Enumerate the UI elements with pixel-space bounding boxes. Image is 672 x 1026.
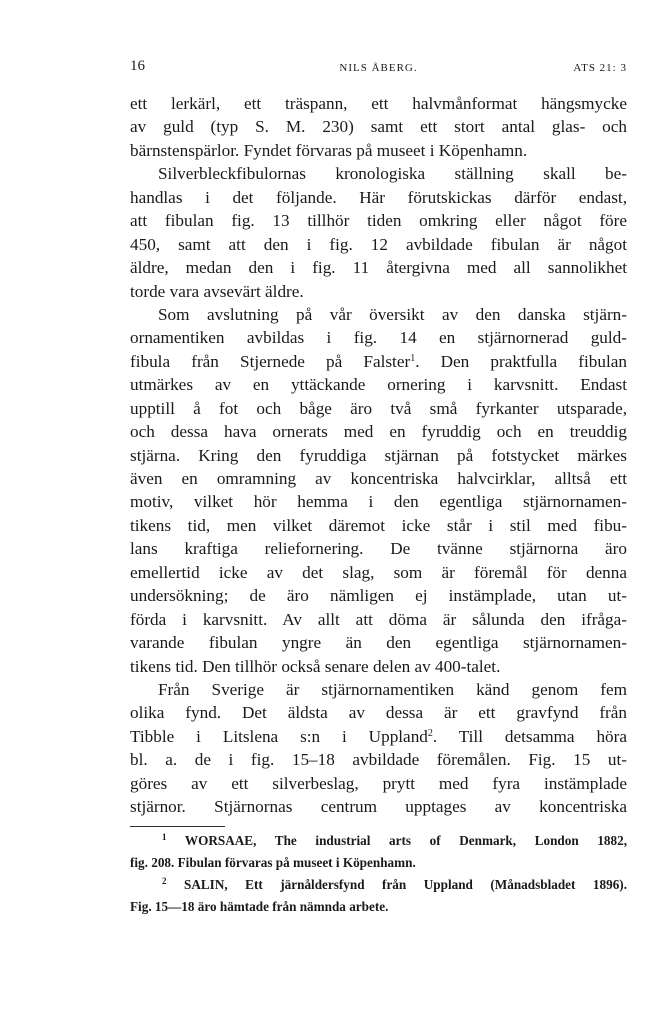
line-text: handlas i det följande. Här förutskickas därför endast, <box>130 187 627 207</box>
line-text: Silverbleckfibulornas kronologiska ställning skall be- <box>158 164 627 184</box>
text-line <box>130 280 627 303</box>
line-text: ett lerkärl, ett träspann, ett halvmånformat hängsmycke <box>130 94 627 113</box>
text-line <box>130 256 627 279</box>
text-line <box>130 326 627 349</box>
text-line <box>130 772 627 795</box>
text-line <box>130 561 627 584</box>
line-text: att fibulan fig. 13 tillhör tiden omkring eller något före <box>130 211 627 231</box>
text-line <box>130 139 627 162</box>
text-line <box>130 467 627 490</box>
line-text: göres av ett silverbeslag, prytt med fyra instämplade <box>130 773 627 793</box>
line-text: utmärkes av en yttäckande ornering i karvsnitt. Endast <box>130 375 627 395</box>
text-line <box>130 162 627 185</box>
line-text: olika fynd. Det äldsta av dessa är ett gravfynd från <box>130 703 627 723</box>
text-line <box>130 186 627 209</box>
body-text <box>130 92 627 819</box>
footnote-line <box>130 896 627 918</box>
page-number: 16 <box>130 58 145 74</box>
line-text: tikens tid. Den tillhör också senare delen av 400-talet. <box>130 656 501 676</box>
text-line <box>130 373 627 396</box>
text-line <box>130 795 627 818</box>
line-text: äldre, medan den i fig. 11 återgivna med all sannolikhet <box>130 258 627 278</box>
line-text: fig. 208. Fibulan förvaras på museet i Köpenhamn. <box>130 855 416 870</box>
line-text: Som avslutning på vår översikt av den danska stjärn- <box>158 304 627 324</box>
line-text: varande fibulan yngre än den egentliga stjärnornamen- <box>130 633 627 653</box>
footnote-line <box>130 874 627 896</box>
line-text: ornamentiken avbildas i fig. 14 en stjärnornerad guld- <box>130 328 627 348</box>
line-text: 450, samt att den i fig. 12 avbildade fibulan är något <box>130 234 627 254</box>
text-line <box>130 701 627 724</box>
line-text: motiv, vilket hör hemma i den egentliga stjärnornamen- <box>130 492 627 512</box>
line-text: SALIN, Ett järnåldersfynd från Uppland (Månadsbladet 1896). <box>184 877 627 892</box>
line-text: Från Sverige är stjärnornamentiken känd genom fem <box>158 679 627 699</box>
text-line <box>130 303 627 326</box>
line-text: förda i karvsnitt. Av allt att döma är sålunda den ifråga- <box>130 609 627 629</box>
text-line <box>130 584 627 607</box>
line-text: torde vara avsevärt äldre. <box>130 281 304 301</box>
footnote-reference: 1 <box>410 352 416 364</box>
running-header <box>130 58 627 78</box>
text-line <box>130 233 627 256</box>
line-text: Fig. 15—18 äro hämtade från nämnda arbete. <box>130 899 389 914</box>
footnotes <box>130 830 627 918</box>
footnote-line <box>130 830 627 852</box>
footnote-line <box>130 852 627 874</box>
text-line <box>130 397 627 420</box>
text-line <box>130 608 627 631</box>
text-line <box>130 490 627 513</box>
line-text: lans kraftiga reliefornering. De tvänne stjärnorna äro <box>130 539 627 559</box>
line-text: av guld (typ S. M. 230) samt ett stort antal glas- och <box>130 117 627 137</box>
running-author: NILS ÅBERG. <box>339 62 418 74</box>
text-line <box>130 537 627 560</box>
line-text: tikens tid, men vilket däremot icke står i stil med fibu- <box>130 515 627 535</box>
line-text-continued: . Den praktfulla fibulan <box>415 351 627 371</box>
text-line <box>130 725 627 748</box>
text-line <box>130 115 627 138</box>
line-text-continued: . Till detsamma höra <box>432 726 627 746</box>
series-label: ATS 21: 3 <box>573 62 627 74</box>
line-text: undersökning; de äro nämligen ej instämplade, utan ut- <box>130 586 627 606</box>
text-line <box>130 514 627 537</box>
text-line <box>130 350 627 373</box>
footnote-rule <box>130 826 225 827</box>
text-line <box>130 748 627 771</box>
text-line <box>130 444 627 467</box>
line-text: fibula från Stjernede på Falster <box>130 351 411 371</box>
text-line <box>130 655 627 678</box>
footnote-reference: 2 <box>427 727 433 739</box>
line-text: emellertid icke av det slag, som är föremål för denna <box>130 562 627 582</box>
line-text: stjärnor. Stjärnornas centrum upptages av koncentriska <box>130 797 627 817</box>
line-text: Tibble i Litslena s:n i Uppland <box>130 726 428 746</box>
line-text: även en omramning av koncentriska halvcirklar, alltså ett <box>130 469 627 488</box>
footnote-marker: 2 <box>162 876 167 886</box>
text-line <box>130 209 627 232</box>
line-text: bl. a. de i fig. 15–18 avbildade föremålen. Fig. 15 ut- <box>130 750 627 770</box>
line-text: upptill å fot och båge äro två små fyrkanter utsparade, <box>130 398 627 418</box>
line-text: stjärna. Kring den fyruddiga stjärnan på fotstycket märkes <box>130 445 627 465</box>
text-line <box>130 631 627 654</box>
line-text: WORSAAE, The industrial arts of Denmark, London 1882, <box>184 833 628 848</box>
line-text: och dessa hava ornerats med en fyruddig och en treuddig <box>130 422 627 442</box>
line-text: bärnstenspärlor. Fyndet förvaras på museet i Köpenhamn. <box>130 140 528 160</box>
footnote-marker: 1 <box>162 832 167 842</box>
text-line <box>130 420 627 443</box>
text-line <box>130 678 627 701</box>
text-line <box>130 92 627 115</box>
